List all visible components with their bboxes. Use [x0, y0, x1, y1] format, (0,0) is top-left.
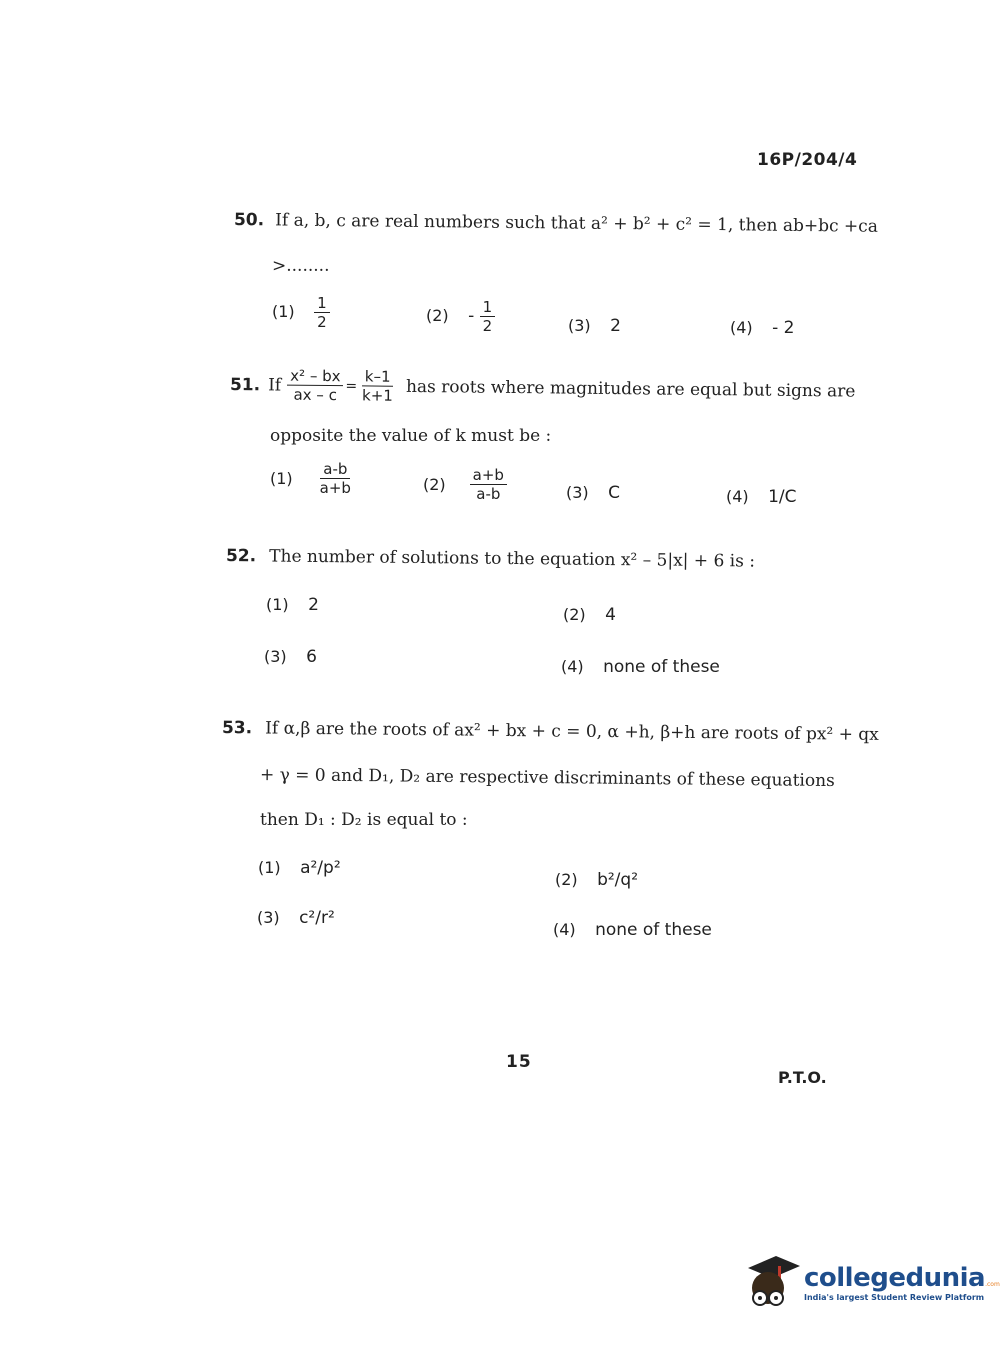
- fraction-numerator: 1: [480, 298, 496, 317]
- option-label: (1): [266, 595, 289, 614]
- fraction-numerator: x² – bx: [287, 367, 344, 387]
- question-50-line2: >........: [272, 256, 330, 276]
- option-label: (2): [426, 306, 449, 325]
- option-label: (4): [553, 920, 576, 939]
- option-label: (4): [726, 487, 749, 506]
- fraction-numerator: a-b: [320, 460, 350, 479]
- fraction-denominator: a+b: [319, 479, 351, 497]
- option-label: (2): [555, 870, 578, 889]
- collegedunia-watermark: [742, 1250, 1000, 1314]
- page-number: 15: [506, 1052, 532, 1072]
- option-label: (2): [423, 475, 446, 494]
- fraction-denominator: ax – c: [293, 385, 337, 405]
- option-label: (2): [563, 605, 586, 624]
- option-value: none of these: [595, 920, 712, 940]
- option-value: a²/p²: [300, 858, 341, 878]
- question-text: If a, b, c are real numbers such that a² + b² + c² = 1, then ab+bc +ca: [275, 210, 878, 237]
- option-label: (1): [258, 858, 281, 877]
- fraction-denominator: 2: [482, 317, 493, 335]
- please-turn-over: P.T.O.: [778, 1068, 827, 1087]
- question-number: 52.: [225, 546, 257, 567]
- option-label: (4): [730, 318, 753, 337]
- question-text: has roots where magnitudes are equal but signs are: [405, 376, 856, 402]
- option-label: (3): [257, 908, 280, 927]
- question-number: 51.: [229, 374, 261, 395]
- fraction-numerator: 1: [314, 294, 330, 313]
- mascot-icon: [742, 1250, 800, 1314]
- question-50: [234, 210, 878, 237]
- question-53: [222, 718, 879, 745]
- question-number: 53.: [221, 718, 253, 739]
- option-value: 4: [605, 605, 616, 625]
- q51-option-3: [566, 483, 620, 503]
- fraction-denominator: a-b: [476, 485, 501, 503]
- question-53-line3: then D₁ : D₂ is equal to :: [260, 810, 468, 830]
- option-value: b²/q²: [597, 870, 639, 890]
- paper-code: 16P/204/4: [757, 150, 858, 170]
- fraction-denominator: 2: [317, 313, 327, 331]
- question-51: [230, 366, 856, 410]
- q53-option-1: [258, 858, 341, 878]
- option-label: (1): [270, 469, 293, 488]
- q53-option-4: [553, 920, 712, 940]
- option-label: (1): [272, 302, 295, 321]
- question-52: [226, 546, 755, 572]
- q51-option-2: [423, 466, 507, 503]
- q50-option-1: [272, 294, 330, 331]
- question-text: The number of solutions to the equation x² – 5|x| + 6 is :: [269, 546, 756, 572]
- question-text: If α,β are the roots of ax² + bx + c = 0, α +h, β+h are roots of px² + qx: [265, 718, 879, 745]
- brand-suffix: .com: [985, 1280, 1000, 1288]
- q50-option-4: [730, 318, 794, 338]
- equals-sign: =: [345, 377, 358, 394]
- option-value: 2: [610, 316, 621, 336]
- option-value: none of these: [603, 657, 720, 677]
- brand-tagline: India's largest Student Review Platform: [804, 1292, 985, 1302]
- option-value: C: [608, 483, 620, 503]
- question-53-line2: + γ = 0 and D₁, D₂ are respective discriminants of these equations: [259, 765, 835, 792]
- question-number: 50.: [233, 210, 265, 231]
- q52-option-3: [264, 647, 317, 667]
- option-value: - 2: [772, 318, 795, 338]
- q53-option-2: [555, 870, 638, 890]
- q52-option-1: [266, 595, 319, 615]
- option-value: 1/C: [768, 487, 797, 507]
- fraction-numerator: a+b: [470, 466, 507, 485]
- fraction-numerator: k–1: [362, 367, 394, 386]
- brand-name: collegedunia: [804, 1262, 986, 1293]
- option-label: (4): [561, 657, 584, 676]
- option-label: (3): [566, 483, 589, 502]
- option-sign: -: [468, 306, 475, 326]
- fraction-denominator: k+1: [362, 386, 394, 405]
- option-label: (3): [568, 316, 591, 335]
- q51-option-1: [270, 460, 354, 497]
- option-value: 6: [306, 647, 317, 667]
- q52-option-2: [563, 605, 616, 625]
- question-lead: If: [268, 374, 282, 396]
- q52-option-4: [561, 657, 720, 677]
- q51-option-4: [726, 487, 797, 507]
- option-label: (3): [264, 647, 287, 666]
- q50-option-2: [426, 298, 495, 335]
- q50-option-3: [568, 316, 621, 336]
- question-51-line2: opposite the value of k must be :: [270, 426, 552, 446]
- q53-option-3: [257, 908, 335, 928]
- option-value: 2: [308, 595, 319, 615]
- option-value: c²/r²: [299, 908, 335, 928]
